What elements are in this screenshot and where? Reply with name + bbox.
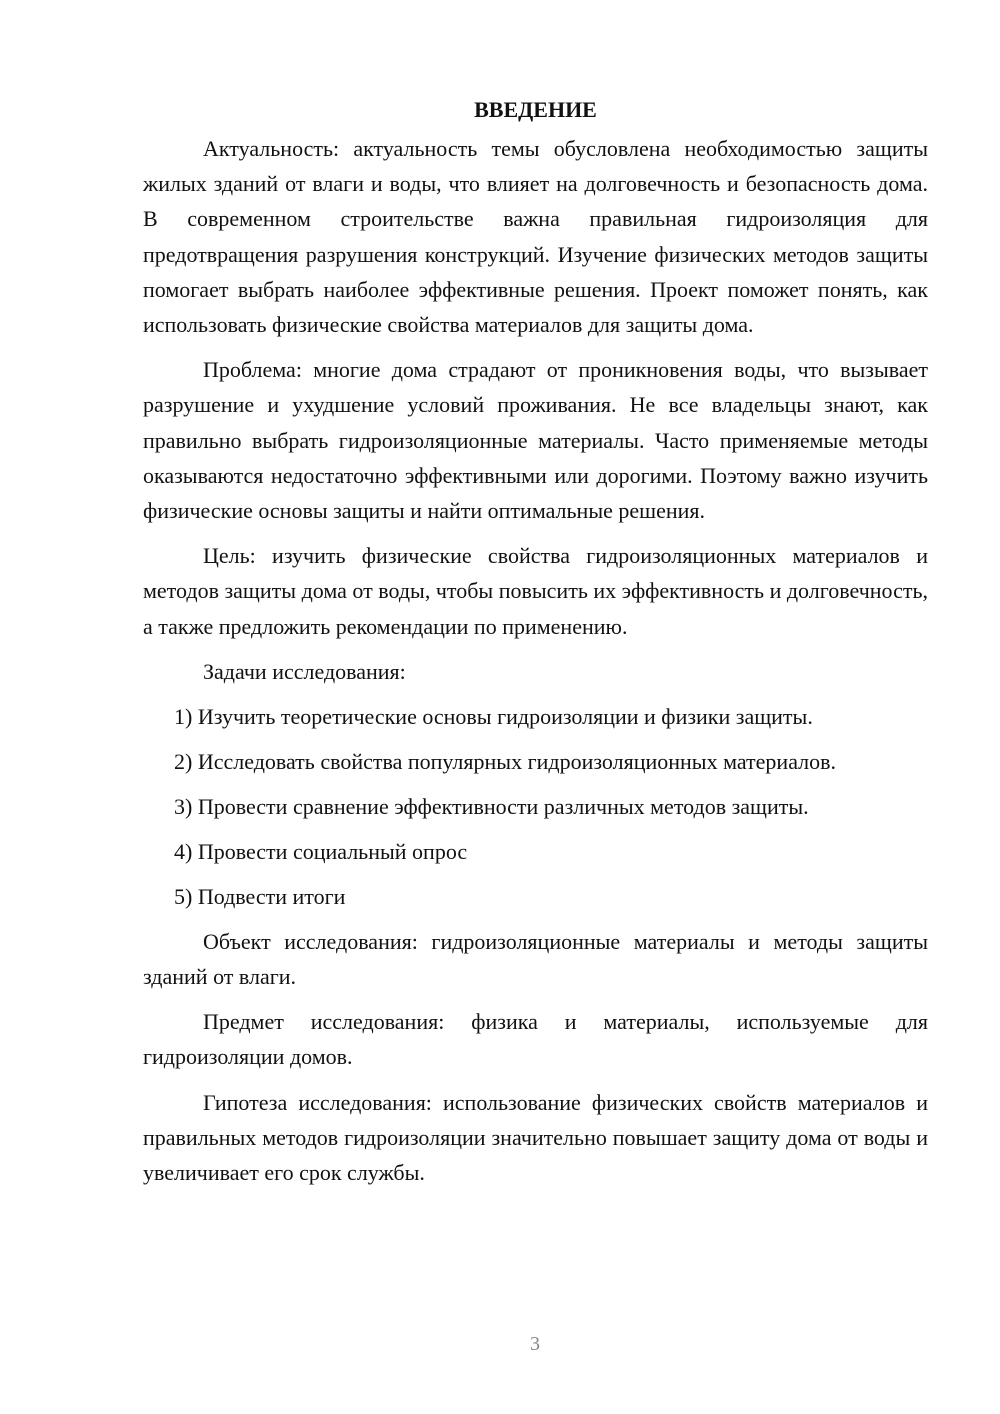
document-page [143,92,928,1200]
task-item-1: 1) Изучить теоретические основы гидроизоляции и физики защиты. [174,703,813,729]
task-item-5: 5) Подвести итоги [174,883,346,909]
object-paragraph: Объект исследования: гидроизоляционные материалы и методы защиты зданий от влаги. [143,928,928,990]
relevance-paragraph: Актуальность: актуальность темы обусловлена необходимостью защиты жилых зданий от влаги и воды, что влияет на долговечность и безопасность дома. В современном строительстве важна правильная гидроизоляция для предотвращения разрушения конструкций. Изучение физических методов защиты помогает выбрать наиболее эффективные решения. Проект поможет понять, как использовать физические свойства материалов для защиты дома. [143,136,928,338]
problem-paragraph: Проблема: многие дома страдают от проникновения воды, что вызывает разрушение и ухудшение условий проживания. Не все владельцы знают, как правильно выбрать гидроизоляционные материалы. Часто применяемые методы оказываются недостаточно эффективными или дорогими. Поэтому важно изучить физические основы защиты и найти оптимальные решения. [143,357,928,524]
goal-paragraph: Цель: изучить физические свойства гидроизоляционных материалов и методов защиты дома от воды, чтобы повысить их эффективность и долговечность, а также предложить рекомендации по применению. [143,543,928,639]
task-item-2: 2) Исследовать свойства популярных гидроизоляционных материалов. [174,748,837,774]
page-number: 3 [530,1333,540,1355]
task-list [143,699,928,914]
task-item-3: 3) Провести сравнение эффективности различных методов защиты. [174,793,809,819]
task-item-4: 4) Провести социальный опрос [174,838,468,864]
subject-paragraph: Предмет исследования: физика и материалы, используемые для гидроизоляции домов. [143,1009,928,1070]
section-heading: ВВЕДЕНИЕ [474,97,597,122]
hypothesis-paragraph: Гипотеза исследования: использование физических свойств материалов и правильных методов гидроизоляции значительно повышает защиту дома от воды и увеличивает его срок службы. [143,1089,928,1186]
tasks-title: Задачи исследования: [203,658,406,684]
